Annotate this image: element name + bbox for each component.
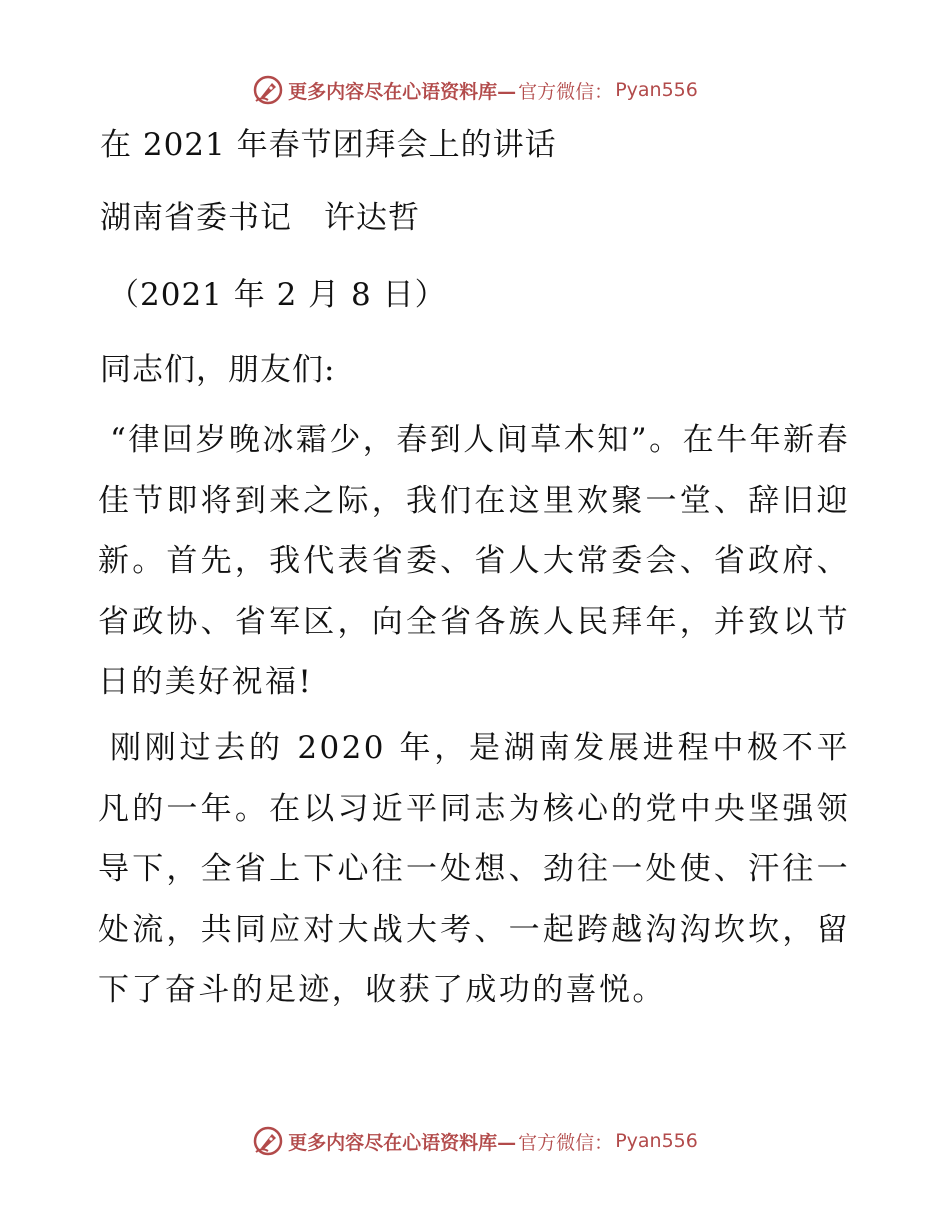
document-date: （2021 年 2 月 8 日） [108, 277, 447, 313]
paragraph-1 [98, 410, 850, 713]
document-author: 湖南省委书记 许达哲 [100, 200, 420, 236]
watermark-banner-bottom [0, 1121, 950, 1161]
paragraph-2 [98, 718, 850, 1021]
watermark-banner-top [0, 70, 950, 110]
pen-nib-logo-icon [252, 1125, 284, 1157]
pen-nib-logo-icon [252, 74, 284, 106]
watermark-wechat-label: 官方微信： [518, 80, 614, 103]
document-title: 在 2021 年春节团拜会上的讲话 [100, 127, 557, 163]
watermark-wechat-label: 官方微信： [518, 1131, 614, 1154]
document-salutation: 同志们，朋友们: [100, 352, 336, 388]
watermark-text: 更多内容尽在心语资料库— [288, 1131, 517, 1154]
watermark-wechat-id: Pyan556 [615, 79, 698, 101]
watermark-text: 更多内容尽在心语资料库— [288, 80, 517, 103]
paragraph-1-text: “律回岁晚冰霜少，春到人间草木知”。在牛年新春佳节即将到来之际，我们在这里欢聚一堂、辞旧迎新。首先，我代表省委、省人大常委会、省政府、省政协、省军区，向全省各族人民拜年，并致以节日的美好祝福! [98, 422, 850, 700]
paragraph-2-text: 刚刚过去的 2020 年，是湖南发展进程中极不平凡的一年。在以习近平同志为核心的党中央坚强领导下，全省上下心往一处想、劲往一处使、汗往一处流，共同应对大战大考、一起跨越沟沟坎坎，留下了奋斗的足迹，收获了成功的喜悦。 [98, 730, 850, 1008]
watermark-wechat-id: Pyan556 [615, 1130, 698, 1152]
